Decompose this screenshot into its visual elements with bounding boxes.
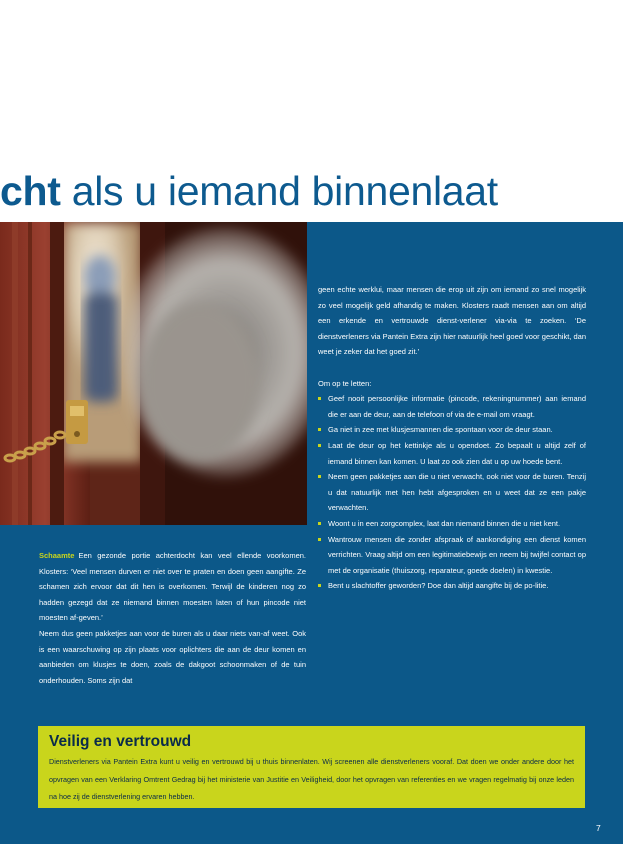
tip-item: Laat de deur op het kettinkje als u opendoet. Zo bepaalt u altijd zelf of iemand binnen kan komen. U laat zo ook zien dat u op uw hoede bent.: [318, 438, 586, 469]
page-title: [0, 163, 623, 219]
info-box: [38, 726, 585, 808]
body-paragraph: Neem dus geen pakketjes aan voor de buren als u daar niets van-af weet. Ook is een waarschuwing op zijn plaats voor oplichters die aan de deur komen en aanbieden om klusjes te doen, zoals de dakgoot schoonmaken of de tuin onderhouden. Soms zijn dat: [39, 628, 306, 685]
title-bold-part: cht: [0, 168, 61, 214]
left-text-column: [39, 548, 306, 688]
info-box-text: Dienstverleners via Pantein Extra kunt u veilig en vertrouwd bij u thuis binnenlaten. Wij screenen alle dienstverleners vooraf. Dat doen we onder andere door het opvragen van een Verklaring Omtrent Gedrag bij het ministerie van Justitie en Veiligheid, door het opvragen van referenties en we vragen regelmatig bij onze leden na hoe zij de dienstverlening ervaren hebben.: [49, 757, 574, 801]
right-text-column: [318, 282, 586, 594]
tips-heading: Om op te letten:: [318, 378, 372, 388]
door-chain-photo: [0, 222, 307, 525]
tips-list: [318, 391, 586, 594]
tip-item: Geef nooit persoonlijke informatie (pincode, rekeningnummer) aan iemand die er aan de deur, aan de telefoon of via de e-mail om vraagt.: [318, 391, 586, 422]
tip-item: Bent u slachtoffer geworden? Doe dan altijd aangifte bij de po-litie.: [318, 578, 586, 594]
page-number: 7: [596, 823, 601, 833]
tip-item: Ga niet in zee met klusjesmannen die spontaan voor de deur staan.: [318, 422, 586, 438]
info-box-title: Veilig en vertrouwd: [49, 733, 192, 750]
tip-item: Woont u in een zorgcomplex, laat dan niemand binnen die u niet kent.: [318, 516, 586, 532]
intro-paragraph: [39, 548, 306, 626]
continued-paragraph: geen echte werklui, maar mensen die erop uit zijn om iemand zo snel mogelijk zo veel mogelijk geld afhandig te maken. Klosters raadt mensen aan om altijd een erkende en vertrouwde dienst-verlener via-via te zoeken. ‘De dienstverleners via Pantein Extra zijn hier natuurlijk heel goed voor geschikt, dan weet je zeker dat het goed zit.’: [318, 285, 586, 357]
tip-item: Wantrouw mensen die zonder afspraak of aankondiging een dienst komen verrichten. Vraag altijd om een legitimatiebewijs en neem bij twijfel contact op met de organisatie (thuiszorg, reparateur, goede doelen) in kwestie.: [318, 532, 586, 579]
intro-text: Een gezonde portie achterdocht kan veel ellende voorkomen. Klosters: ‘Veel mensen durven er niet over te praten en doen geen aangifte. Ze schamen zich ervoor dat dit hen is overkomen. Terwijl de kinderen nog zo hadden gezegd dat ze niemand binnen moesten laten of hun pincode niet moesten af-geven.’: [39, 551, 306, 623]
photo-door-chain-icon: [0, 222, 307, 525]
section-lead-label: Schaamte: [39, 551, 75, 560]
title-rest-part: als u iemand binnenlaat: [60, 168, 498, 214]
tip-item: Neem geen pakketjes aan die u niet verwacht, ook niet voor de buren. Tenzij u dat natuurlijk met hen hebt afgesproken en u weet dat ze een pakje verwachten.: [318, 469, 586, 516]
